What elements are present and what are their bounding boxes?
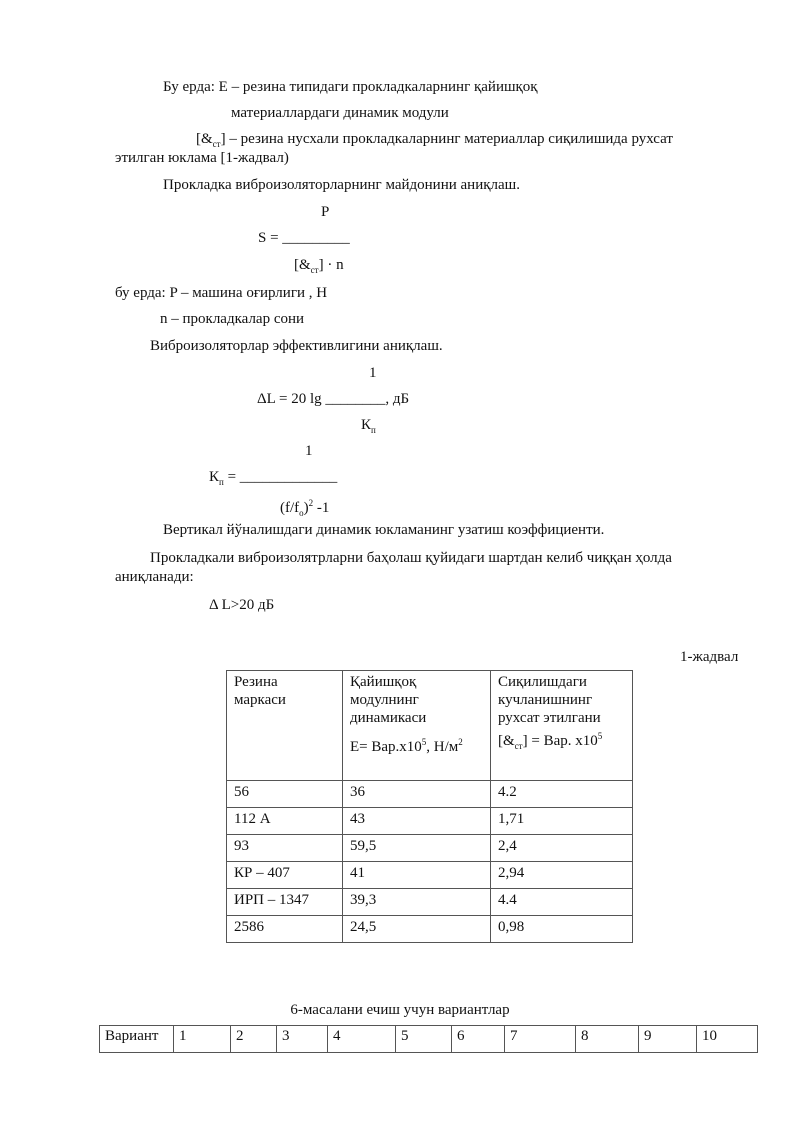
table-row	[227, 781, 633, 808]
table-cell-variant-label: Вариант	[100, 1026, 174, 1053]
table-cell: 41	[343, 862, 491, 889]
table-cell: 4	[328, 1026, 396, 1053]
rubber-properties-table	[226, 670, 633, 943]
header-cell-rubber-grade: Резина маркаси	[227, 671, 343, 781]
table-cell: 2	[231, 1026, 277, 1053]
table-caption: 1-жадвал	[680, 649, 739, 665]
table-cell: 10	[697, 1026, 758, 1053]
table-cell: 43	[343, 808, 491, 835]
table-cell: 5	[396, 1026, 452, 1053]
table-cell: 2,94	[491, 862, 633, 889]
formula-lhs: S = _________	[258, 230, 350, 246]
table-row	[227, 889, 633, 916]
formula-lhs: $К_п$ = _____________	[209, 469, 338, 487]
condition-formula: Δ L>20 дБ	[209, 597, 275, 613]
formula-lhs: ΔL = 20 lg ________, дБ	[257, 391, 410, 407]
table-cell: КР – 407	[227, 862, 343, 889]
table-cell: 3	[277, 1026, 328, 1053]
table-row	[227, 862, 633, 889]
table-cell: 112 А	[227, 808, 343, 835]
section-heading: Виброизоляторлар эффективлигини аниқлаш.	[150, 338, 443, 354]
table-row	[100, 1026, 758, 1053]
table-cell: 4.2	[491, 781, 633, 808]
table-cell: 2,4	[491, 835, 633, 862]
section-heading: Прокладка виброизоляторларнинг майдонини аниқлаш.	[163, 177, 520, 193]
table-cell: 8	[576, 1026, 639, 1053]
table-cell: 93	[227, 835, 343, 862]
table-cell: 4.4	[491, 889, 633, 916]
paragraph-line: $[\&_{ст}]$ – резина нусхали прокладкаларнинг материаллар сиқилишида рухсат	[196, 131, 673, 149]
table-cell: 1,71	[491, 808, 633, 835]
formula-numerator: P	[321, 204, 330, 220]
table-cell: 39,3	[343, 889, 491, 916]
formula-denominator: $К_п$	[361, 417, 376, 435]
table-cell: 2586	[227, 916, 343, 943]
formula-numerator: 1	[305, 443, 313, 459]
paragraph-line: этилган юклама [1-жадвал)	[115, 150, 289, 166]
paragraph-line: материаллардаги динамик модули	[231, 105, 449, 121]
paragraph-line: Вертикал йўналишдаги динамик юкламанинг узатиш коэффициенти.	[163, 522, 605, 538]
paragraph-line: n – прокладкалар сони	[160, 311, 305, 327]
table-cell: 24,5	[343, 916, 491, 943]
table-cell: 0,98	[491, 916, 633, 943]
table-cell: 56	[227, 781, 343, 808]
table-cell: 1	[174, 1026, 231, 1053]
table-cell: 36	[343, 781, 491, 808]
table-row	[227, 835, 633, 862]
table-cell: ИРП – 1347	[227, 889, 343, 916]
variants-table-title: 6-масалани ечиш учун вариантлар	[290, 1002, 510, 1018]
formula-denominator: $(f/f_о)^2$ -1	[280, 498, 330, 518]
table-header-row	[227, 671, 633, 781]
formula-numerator: 1	[369, 365, 377, 381]
table-row	[227, 916, 633, 943]
paragraph-line: аниқланади:	[115, 569, 194, 585]
table-row	[227, 808, 633, 835]
table-cell: 9	[639, 1026, 697, 1053]
table-cell: 6	[452, 1026, 505, 1053]
header-cell-dynamic-modulus: Қайишқоқ модулнинг динамикаси $E= Вар.х10^5$, $Н/м^2$	[343, 671, 491, 781]
paragraph-line: Прокладкали виброизолятрларни баҳолаш қуйидаги шартдан келиб чиққан ҳолда	[150, 550, 672, 566]
paragraph-line: бу ерда: P – машина оғирлиги , Н	[115, 285, 328, 301]
paragraph-line: Бу ерда: E – резина типидаги прокладкаларнинг қайишқоқ	[163, 79, 538, 95]
header-cell-allowable-stress: Сиқилишдаги кучланишнинг рухсат этилгани $[\&_{ст}]$ = Вар. $х10^5$	[491, 671, 633, 781]
table-cell: 7	[505, 1026, 576, 1053]
variants-table	[99, 1025, 758, 1053]
formula-denominator: $[\&_{ст}] \cdot n$	[294, 257, 344, 275]
table-cell: 59,5	[343, 835, 491, 862]
